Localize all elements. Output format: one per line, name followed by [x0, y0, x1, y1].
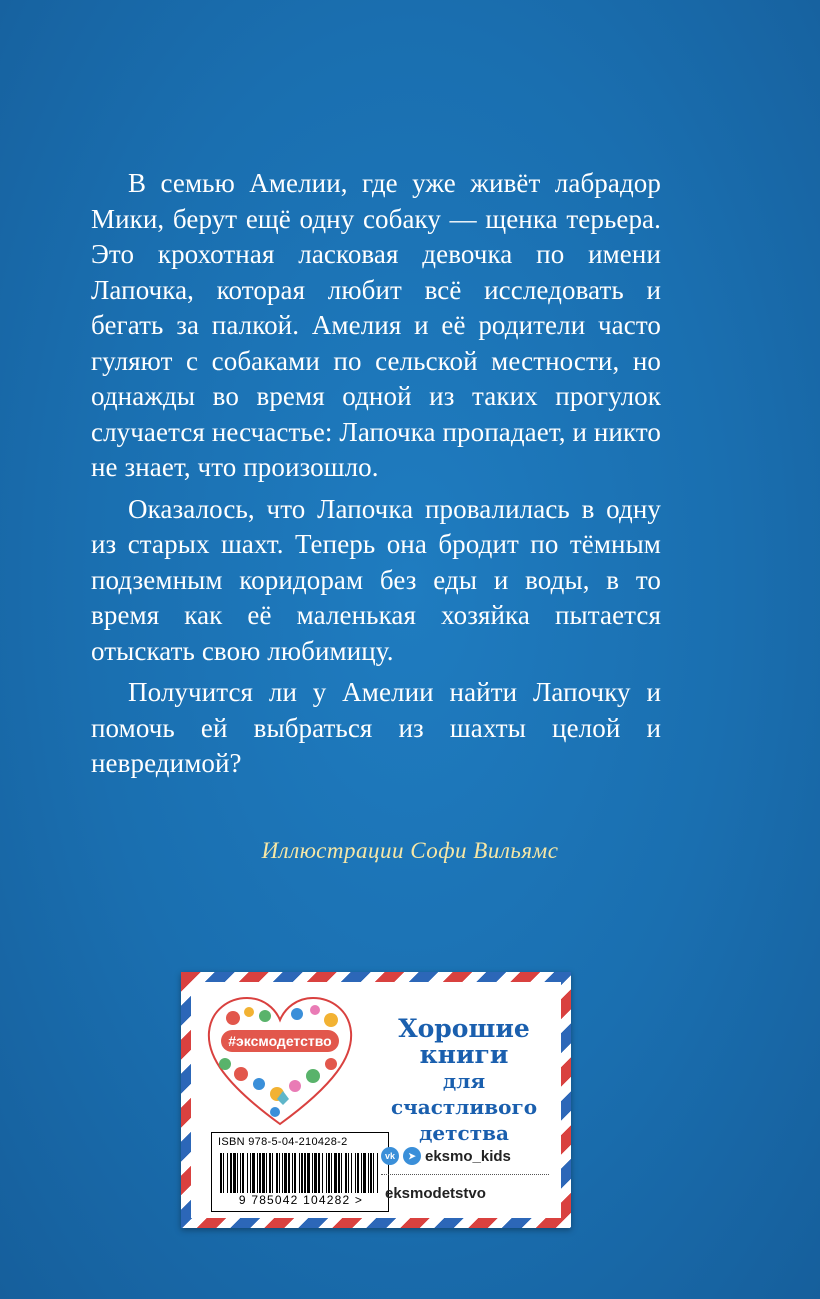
barcode-bar	[266, 1153, 267, 1193]
barcode-bar	[341, 1153, 342, 1193]
social-handle-kids[interactable]: eksmo_kids	[425, 1147, 511, 1165]
barcode-bar	[294, 1153, 296, 1193]
barcode-bar	[288, 1153, 290, 1193]
barcode-bar	[252, 1153, 255, 1193]
heart-logo	[205, 994, 355, 1129]
barcode-bar	[363, 1153, 366, 1193]
blurb-paragraph-1: В семью Амелии, где уже живёт лабрадор Мики, берут ещё одну собаку — щенка терьера. Это крохотная ласковая девочка по имени Лапочка, которая любит всё исследовать и бегать за палкой. Амелия и её родители часто гуляют с собаками по сельской местности, но однажды во время одной из таких прогулок случается несчастье: Лапочка пропадает, и никто не знает, что произошло.	[91, 168, 661, 482]
barcode-bar	[318, 1153, 320, 1193]
barcode-bar	[345, 1153, 347, 1193]
slogan-line-2: книги	[419, 1040, 509, 1069]
barcode-bar	[377, 1153, 378, 1193]
illustrator-credit: Иллюстрации Софи Вильямс	[261, 838, 559, 863]
slogan-line-4: детства	[419, 1121, 509, 1145]
barcode-bar	[247, 1153, 248, 1193]
barcode-number: 9 785042 104282 >	[238, 1193, 364, 1207]
barcode-bar	[304, 1153, 306, 1193]
vk-icon[interactable]: vk	[381, 1147, 399, 1165]
blurb-paragraph-3: Получится ли у Амелии найти Лапочку и помочь ей выбраться из шахты целой и невредимой?	[91, 677, 661, 778]
barcode-bar	[220, 1153, 222, 1193]
barcode-bar	[355, 1153, 356, 1193]
barcode-bar	[338, 1153, 340, 1193]
isbn-box	[211, 1132, 389, 1212]
barcode-bar	[259, 1153, 261, 1193]
social-links	[381, 1144, 549, 1205]
barcode-bar	[240, 1153, 241, 1193]
social-row-kids	[381, 1144, 549, 1168]
barcode-bar	[269, 1153, 271, 1193]
barcode-bar	[331, 1153, 332, 1193]
barcode-bar	[272, 1153, 273, 1193]
barcode-bar	[282, 1153, 283, 1193]
book-blurb	[91, 166, 661, 788]
barcode-bar	[299, 1153, 300, 1193]
barcode-bar	[284, 1153, 287, 1193]
barcode-bar	[276, 1153, 278, 1193]
barcode-bar	[242, 1153, 244, 1193]
barcode-bar	[326, 1153, 327, 1193]
barcode-bar	[368, 1153, 369, 1193]
barcode-bar	[351, 1153, 352, 1193]
heart-icon	[205, 994, 355, 1129]
barcode-bar	[237, 1153, 238, 1193]
slogan	[369, 1016, 559, 1146]
barcode-bar	[227, 1153, 228, 1193]
barcode-bar	[307, 1153, 310, 1193]
barcode-bar	[328, 1153, 330, 1193]
slogan-line-1: Хорошие	[398, 1014, 530, 1043]
barcode-bar	[233, 1153, 236, 1193]
slogan-line-3: для счастливого	[390, 1069, 538, 1119]
barcode-bar	[257, 1153, 258, 1193]
barcode-bar	[348, 1153, 349, 1193]
social-handle-detstvo[interactable]: eksmodetstvo	[385, 1184, 486, 1202]
barcode-bar	[370, 1153, 372, 1193]
barcode-bar	[262, 1153, 265, 1193]
dotted-divider	[381, 1174, 549, 1175]
barcode-bar	[322, 1153, 323, 1193]
barcode-bar	[230, 1153, 232, 1193]
barcode-bar	[361, 1153, 362, 1193]
telegram-icon[interactable]: ➤	[403, 1147, 421, 1165]
barcode-bar	[334, 1153, 337, 1193]
isbn-number: ISBN 978-5-04-210428-2	[218, 1136, 348, 1148]
card-inner	[191, 982, 561, 1218]
barcode-bar	[250, 1153, 251, 1193]
barcode-bar	[279, 1153, 280, 1193]
airmail-card	[181, 972, 571, 1228]
barcode-bar	[292, 1153, 293, 1193]
barcode-bar	[223, 1153, 224, 1193]
barcode-bar	[357, 1153, 359, 1193]
barcode-bar	[312, 1153, 313, 1193]
barcode-bar	[373, 1153, 374, 1193]
barcode	[218, 1153, 384, 1193]
heart-label: #эксмодетство	[228, 1033, 332, 1049]
blurb-paragraph-2: Оказалось, что Лапочка провалилась в одну из старых шахт. Теперь она бродит по тёмным подземным коридорам без еды и воды, в то время как её маленькая хозяйка пытается отыскать свою любимицу.	[91, 493, 661, 666]
social-row-detstvo	[381, 1181, 549, 1205]
barcode-bar	[314, 1153, 317, 1193]
barcode-bar	[301, 1153, 303, 1193]
